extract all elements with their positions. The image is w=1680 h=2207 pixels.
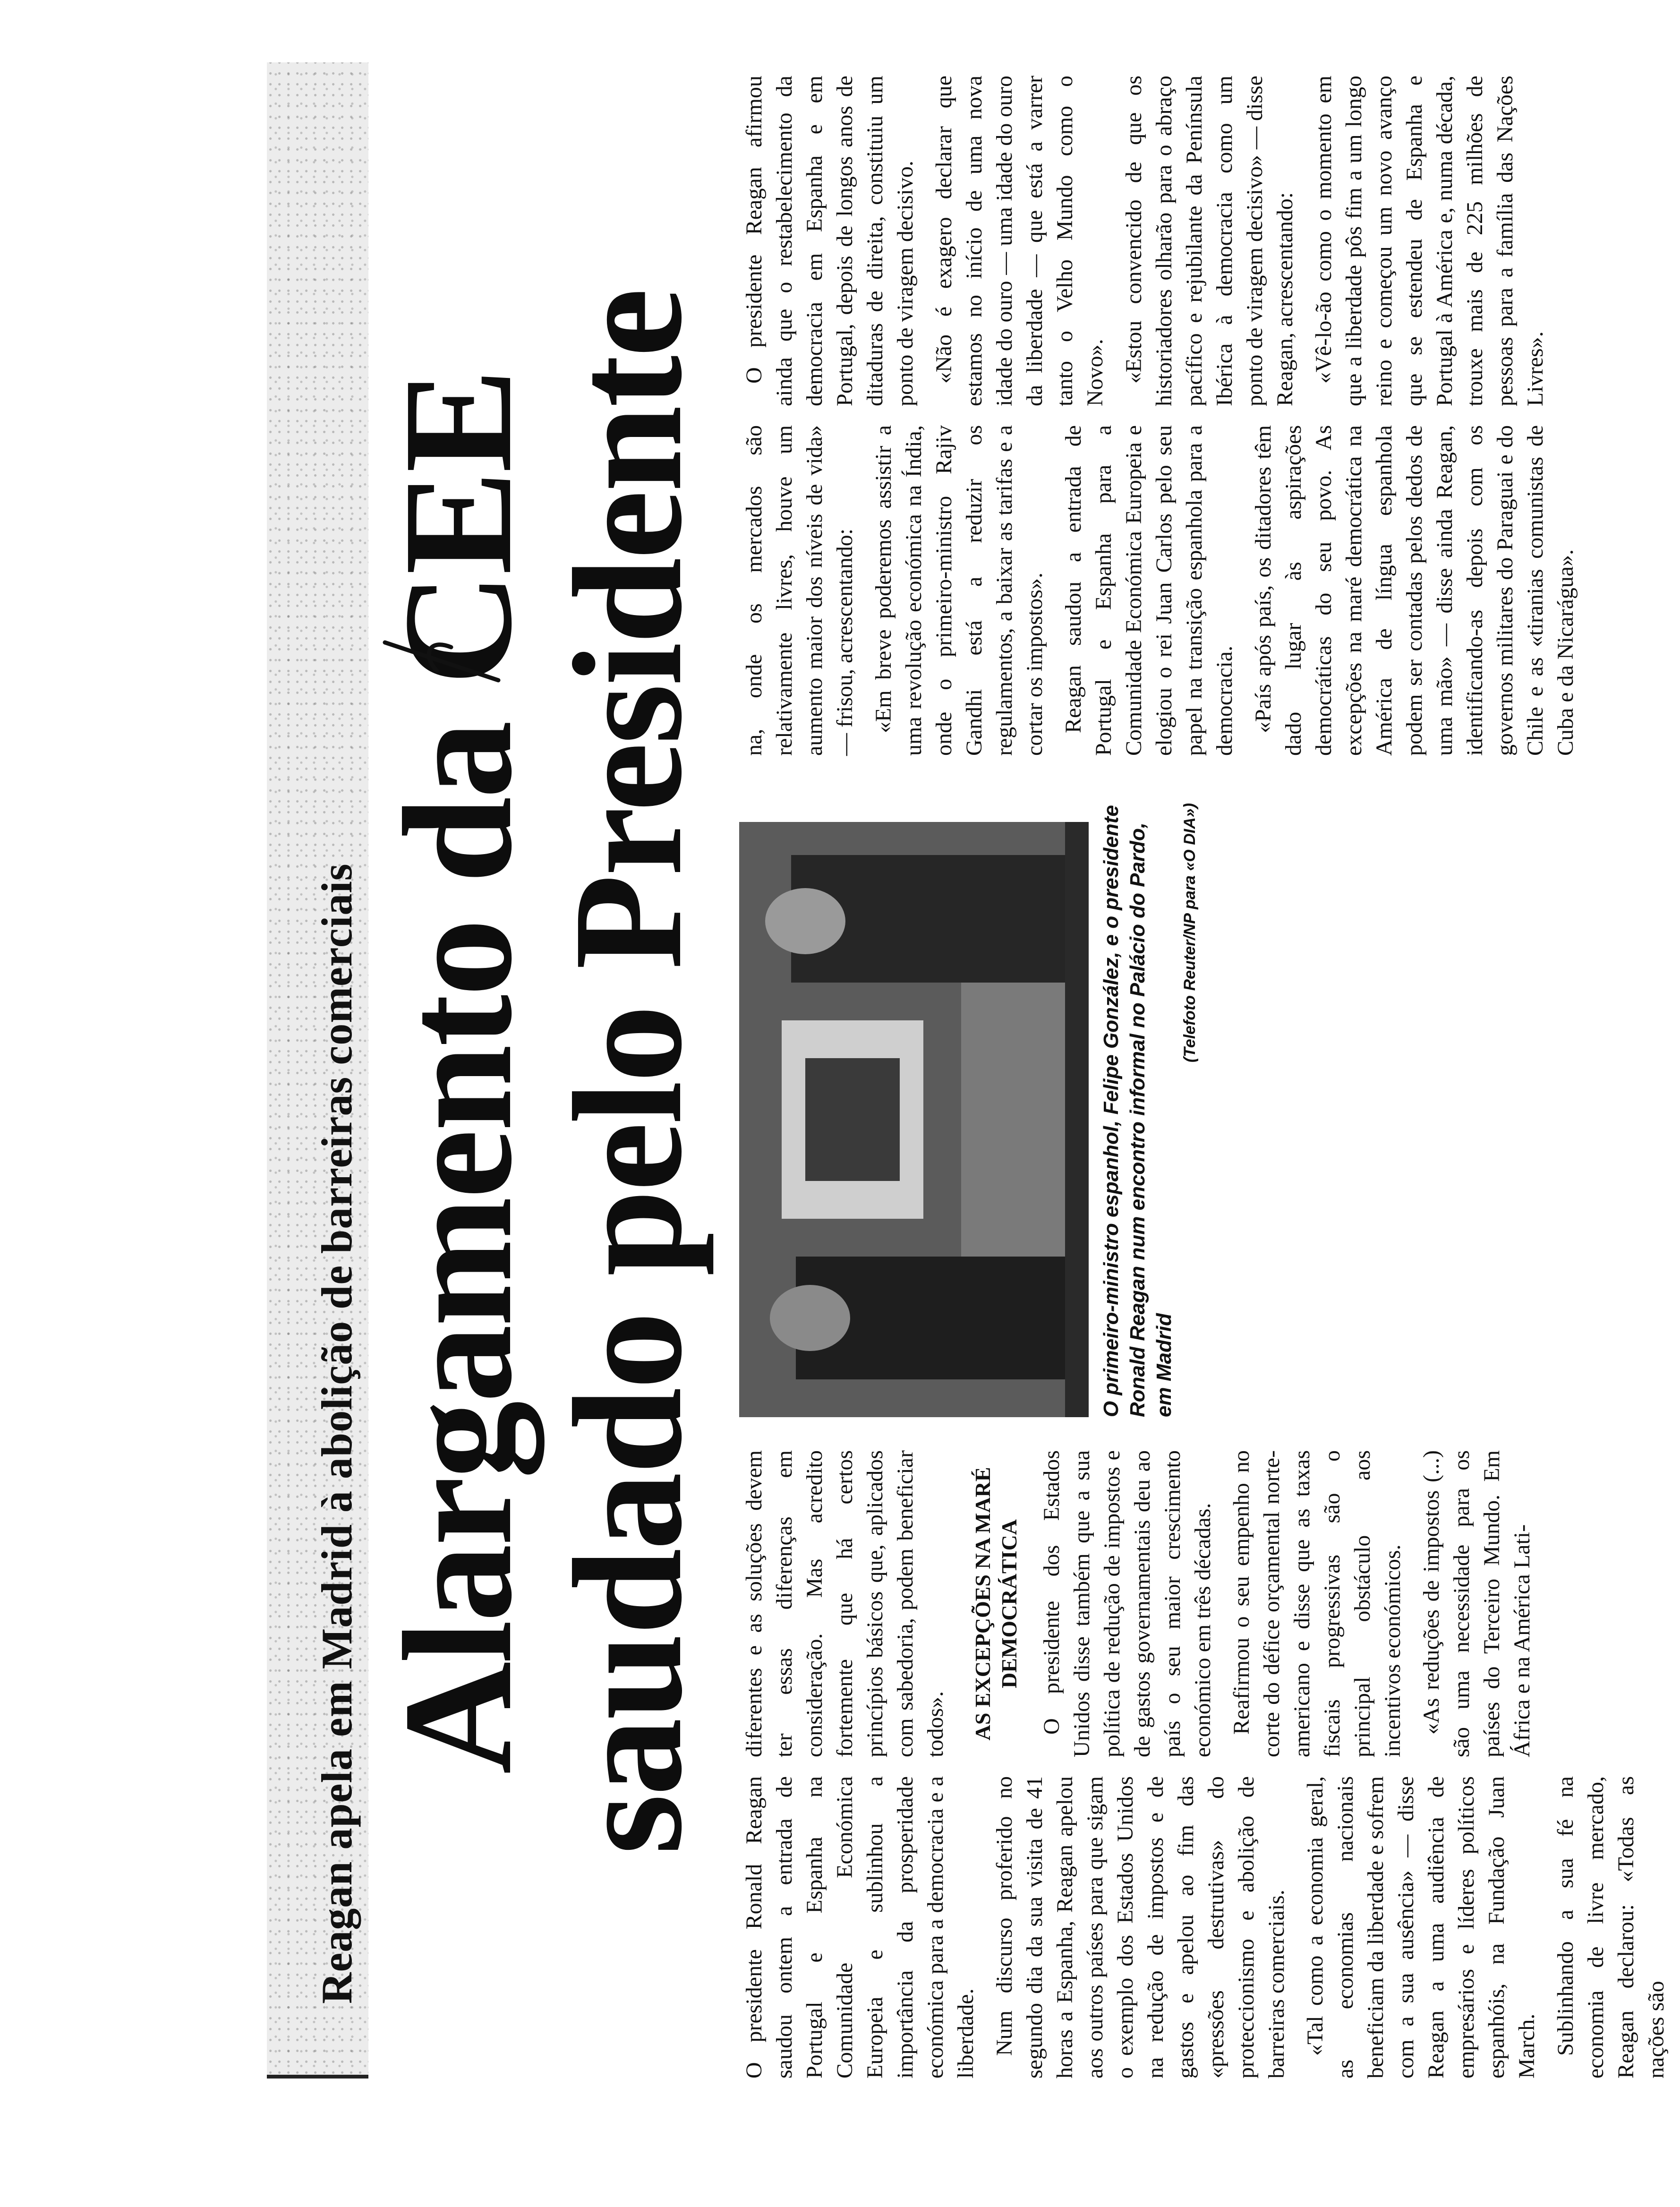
- news-photo: [739, 822, 1089, 1417]
- paragraph: «As reduções de impostos (...) são uma necessidade para os países do Terceiro Mundo. Em África e na América Lati-: [1419, 1450, 1535, 1757]
- paragraph: Num discurso proferido no segundo dia da sua visita de 41 horas a Espanha, Reagan apelou aos outros países para que sigam o exemplo dos Estados Unidos na redução de impostos e de gastos e apelou ao fim das «pressões destrutivas» do proteccionismo e abolição de barreiras comerciais.: [992, 1776, 1289, 2079]
- kicker-headline: Reagan apela em Madrid à abolição de barreiras comerciais: [313, 863, 361, 2004]
- paragraph: O presidente Reagan afirmou ainda que o restabelecimento da democracia em Espanha e em Portugal, depois de longos anos de ditaduras de direita, constituiu um ponto de viragem decisivo.: [742, 76, 918, 406]
- paragraph: «País após país, os ditadores têm dado lugar às aspirações democráticas do seu povo. As excepções na maré democrática na América de língua espanhola podem ser contadas pelos dedos de uma mão» — disse ainda Reagan, identificando-as depois com os governos militares do Paraguai e do Chile e as «tiranias comunistas de Cuba e da Nicarágua».: [1251, 425, 1578, 756]
- paragraph: «Não é exagero declarar que estamos no início de uma nova idade do ouro — uma idade do ouro da liberdade — que está a varrer tanto o Velho Mundo como o Novo».: [931, 76, 1108, 406]
- paragraph: O presidente Ronald Reagan saudou ontem a entrada de Portugal e Espanha na Comunidade Económica Europeia e sublinhou a importância da prosperidade económica para a democracia e a liberdade.: [742, 1776, 978, 2079]
- headline-line-2: saudado pelo Presidente: [542, 290, 714, 1855]
- paragraph: «Estou convencido de que os historiadores olharão para o abraço pacífico e rejubilante da Península Ibérica à democracia como um ponto de viragem decisivo» — disse Reagan, acrescentando:: [1121, 76, 1297, 406]
- article-column-1: [739, 1776, 1680, 2079]
- paragraph: «Vê-lo-ão como o momento em que a liberdade pôs fim a um longo reino e começou um novo avanço que se estendeu de Espanha e Portugal à América e, numa década, trouxe mais de 225 milhões de pessoas para a família das Nações Livres».: [1311, 76, 1548, 406]
- paragraph: «Em breve poderemos assistir a uma revolução económica na Índia, onde o primeiro-ministro Rajiv Gandhi está a reduzir os regulamentos, a baixar as tarifas e a cortar os impostos».: [871, 425, 1047, 756]
- photo-image: [739, 822, 1089, 1417]
- kicker-band: [267, 62, 368, 2079]
- article-column-5: [739, 76, 1559, 406]
- headline-line-1: Alargamento da CEE: [372, 370, 544, 1774]
- paragraph: na, onde os mercados são relativamente livres, houve um aumento maior dos níveis de vida» — frisou, acrescentando:: [742, 425, 857, 756]
- handwritten-mark: [380, 628, 503, 699]
- paragraph: diferentes e as soluções devem ter essas diferenças em consideração. Mas acredito fortemente que há certos princípios básicos que, aplicados com sabedoria, podem beneficiar todos».: [742, 1450, 948, 1757]
- article-column-4: [739, 425, 1589, 756]
- photo-credit: (Telefoto Reuter/NP para «O DIA»): [1181, 803, 1199, 1063]
- paragraph: Reafirmou o seu empenho no corte do défice orçamental norte-americano e disse que as taxas fiscais progressivas são o principal obstáculo aos incentivos económicos.: [1229, 1450, 1405, 1757]
- paragraph: «Tal como a economia geral, as economias nacionais beneficiam da liberdade e sofrem com a sua ausência» — disse Reagan a uma audiência de empresários e líderes políticos espanhóis, na Fundação Juan March.: [1303, 1776, 1539, 2079]
- article-column-2: [739, 1450, 1546, 1757]
- paragraph: O presidente dos Estados Unidos disse também que a sua política de redução de impostos e de gastos governamentais deu ao país o seu maior crescimento económico em três décadas.: [1039, 1450, 1215, 1757]
- paragraph: Reagan saudou a entrada de Portugal e Espanha para a Comunidade Económica Europeia e elogiou o rei Juan Carlos pelo seu papel na transição espanhola para a democracia.: [1061, 425, 1237, 756]
- newspaper-clipping: [267, 66, 1669, 2079]
- paragraph: Sublinhando a sua fé na economia de livre mercado, Reagan declarou: «Todas as nações são: [1553, 1776, 1669, 2079]
- subheading: AS EXCEPÇÕES NA MARÉ DEMOCRÁTICA: [971, 1467, 1021, 1741]
- photo-caption: O primeiro-ministro espanhol, Felipe González, e o presidente Ronald Reagan num encontro informal no Palácio do Pardo, em Madrid: [1100, 805, 1176, 1417]
